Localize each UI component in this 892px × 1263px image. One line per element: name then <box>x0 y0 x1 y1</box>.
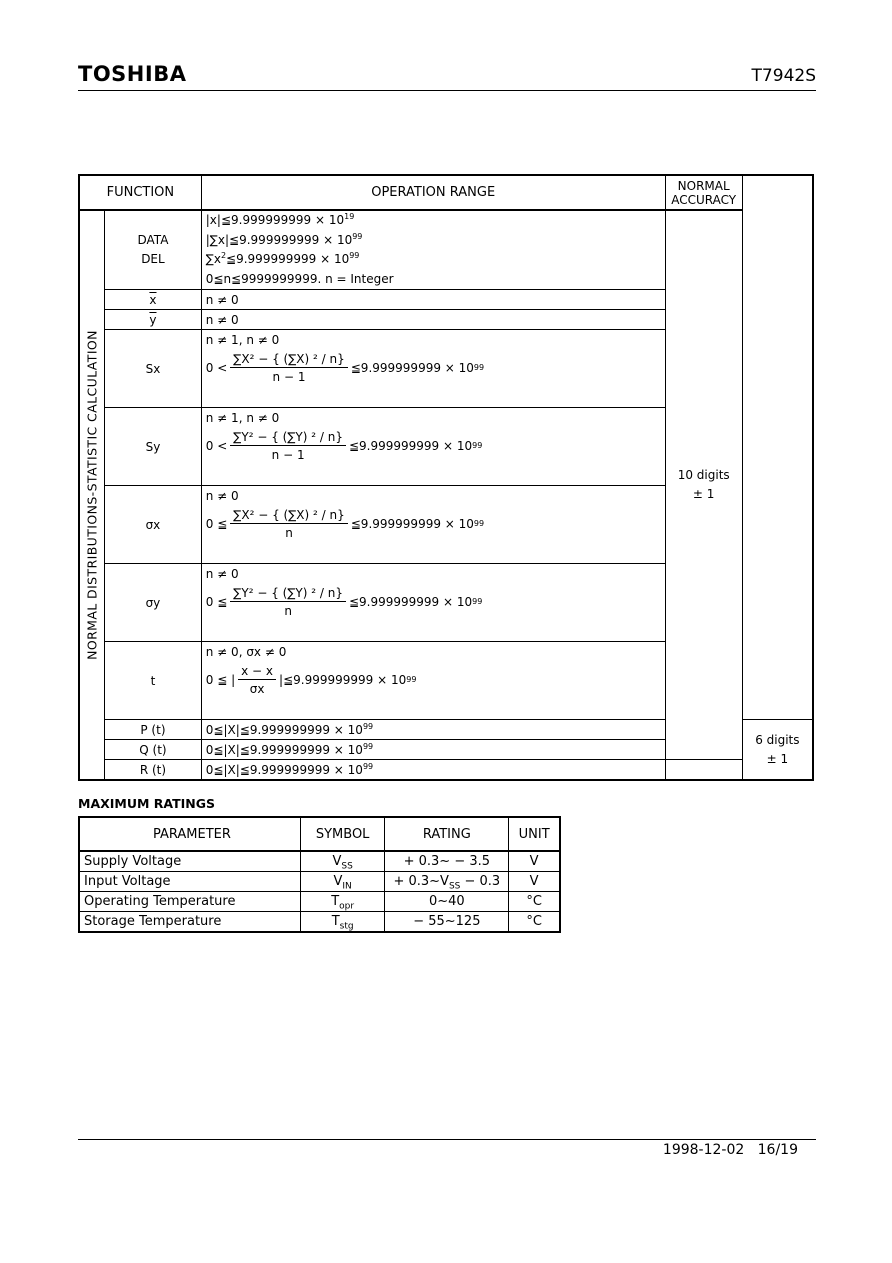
accuracy-digits: 6 digits <box>755 732 800 747</box>
accuracy-tolerance: ± 1 <box>766 751 789 766</box>
range-exp: 99 <box>362 741 374 751</box>
range-line <box>206 231 665 251</box>
range-text: ∑x <box>205 252 221 266</box>
formula-numerator: ∑X² − { (∑X) ² / n} <box>230 352 347 368</box>
range-exp: 99 <box>352 231 363 241</box>
range-formula: 0 ≦ | $\frac{x - x}{\sigma x}$ |≦9.999999999 × 10 99 <box>205 664 417 696</box>
func-t: t <box>105 642 202 720</box>
symbol-sub: stg <box>339 921 354 932</box>
range-q <box>201 740 665 760</box>
rating-sub: SS <box>448 881 461 892</box>
param-cell: Storage Temperature <box>79 912 300 933</box>
range-text: 0≦|X|≦9.999999999 × 10 <box>205 722 363 737</box>
func-q: Q (t) <box>105 740 202 760</box>
formula-fraction <box>238 664 276 696</box>
formula-fraction <box>230 430 346 462</box>
table-row-r <box>79 760 813 781</box>
func-r: R (t) <box>105 760 202 781</box>
formula-numerator: ∑Y² − { (∑Y) ² / n} <box>230 586 346 602</box>
rating-cell: + 0.3~ − 3.5 <box>385 851 509 872</box>
func-label: $\overline{x}$ <box>149 292 157 307</box>
range-exp: 2 <box>220 251 227 260</box>
header-accuracy-line2: ACCURACY <box>671 192 737 207</box>
range-condition: n ≠ 0, σx ≠ 0 <box>205 645 287 659</box>
accuracy-tolerance: ± 1 <box>692 487 715 501</box>
formula-tail: ≦9.999999999 × 10 <box>350 517 474 531</box>
range-exp: 19 <box>344 212 355 221</box>
formula-fraction <box>230 586 346 618</box>
formula-lead: 0 ≦ <box>205 517 228 531</box>
unit-cell: V <box>509 851 560 872</box>
range-condition: n ≠ 0 <box>205 567 239 581</box>
formula-lead: 0 ≦ | <box>205 673 236 687</box>
header-rating: RATING <box>385 817 509 851</box>
func-label: $\overline{y}$ <box>149 312 157 327</box>
accuracy-10-digits <box>665 210 742 760</box>
formula-numerator: ∑X² − { (∑X) ² / n} <box>230 508 347 524</box>
table-header-row <box>79 175 813 210</box>
header-operation-range: OPERATION RANGE <box>201 175 665 210</box>
func-ybar <box>105 310 202 330</box>
ratings-table <box>78 816 561 933</box>
symbol-cell <box>300 851 385 872</box>
header-parameter: PARAMETER <box>79 817 300 851</box>
formula-denominator: n − 1 <box>271 448 305 462</box>
range-text: ≦9.999999999 × 10 <box>226 252 350 266</box>
func-del: DEL <box>141 252 165 266</box>
symbol-cell <box>300 872 385 892</box>
ratings-title: MAXIMUM RATINGS <box>78 796 216 811</box>
accuracy-6-digits <box>742 720 813 781</box>
range-r <box>201 760 665 781</box>
formula-tail: ≦9.999999999 × 10 <box>348 595 473 609</box>
func-data-del <box>105 210 202 290</box>
range-formula: 0 < $\frac{\text{∑Y² − \{ (∑Y) ² / n\}}}{n - 1}$ ≦9.999999999 × 10 99 <box>205 430 483 462</box>
table-row <box>79 912 560 933</box>
param-cell: Input Voltage <box>79 872 300 892</box>
formula-denominator: n <box>285 526 293 540</box>
func-sigma-x: σx <box>105 486 202 564</box>
param-cell: Operating Temperature <box>79 892 300 912</box>
range-exp: 99 <box>349 251 360 260</box>
header-function: FUNCTION <box>79 175 201 210</box>
footer <box>663 1142 798 1158</box>
header-accuracy <box>665 175 742 210</box>
formula-denominator: σx <box>249 682 265 696</box>
range-p <box>201 720 665 740</box>
symbol-main: V <box>333 874 343 889</box>
rating-text: − 0.3 <box>460 874 501 889</box>
range-sy <box>201 408 665 486</box>
header-rule <box>78 90 816 91</box>
range-condition: n ≠ 0 <box>205 489 239 503</box>
footer-rule <box>78 1139 816 1140</box>
table-row <box>79 851 560 872</box>
range-formula: 0 < $\frac{\text{∑X² − \{ (∑X) ² / n\}}}{n - 1}$ ≦9.999999999 × 10 99 <box>205 352 485 384</box>
footer-date: 1998-12-02 <box>662 1142 745 1158</box>
range-condition: n ≠ 1, n ≠ 0 <box>205 411 280 425</box>
formula-tail: |≦9.999999999 × 10 <box>279 673 407 687</box>
ratings-header-row <box>79 817 560 851</box>
range-ybar: n ≠ 0 <box>201 310 665 330</box>
formula-denominator: n <box>284 604 292 618</box>
func-sx: Sx <box>105 330 202 408</box>
side-label: NORMAL DISTRIBUTIONS-STATISTIC CALCULATION <box>84 330 100 660</box>
range-text: 0≦|X|≦9.999999999 × 10 <box>205 742 363 757</box>
range-text: |∑x|≦9.999999999 × 10 <box>205 232 353 247</box>
formula-fraction <box>230 352 347 384</box>
table-row <box>79 892 560 912</box>
range-text: |x|≦9.999999999 × 10 <box>205 213 345 227</box>
formula-tail: ≦9.999999999 × 10 <box>350 361 474 375</box>
func-p: P (t) <box>105 720 202 740</box>
table-row-data-del <box>79 210 813 290</box>
header-accuracy-line1: NORMAL <box>677 178 730 193</box>
range-t <box>201 642 665 720</box>
formula-denominator: n − 1 <box>272 370 306 384</box>
range-sx <box>201 330 665 408</box>
range-xbar: n ≠ 0 <box>201 290 665 310</box>
symbol-sub: SS <box>341 861 353 872</box>
accuracy-digits: 10 digits <box>677 468 730 482</box>
func-data: DATA <box>137 233 169 247</box>
unit-cell: °C <box>509 912 560 933</box>
header-unit: UNIT <box>509 817 560 851</box>
range-line <box>206 250 665 270</box>
formula-numerator: ∑Y² − { (∑Y) ² / n} <box>230 430 346 446</box>
range-formula: 0 ≦ $\frac{\text{∑Y² − \{ (∑Y) ² / n\}}}{n}$ ≦9.999999999 × 10 99 <box>205 586 483 618</box>
param-cell: Supply Voltage <box>79 851 300 872</box>
side-label-cell <box>79 210 105 780</box>
part-number: T7942S <box>751 66 816 86</box>
func-xbar <box>105 290 202 310</box>
range-line: 0≦n≦9999999999. n = Integer <box>205 271 394 286</box>
rating-text: + 0.3~V <box>393 874 449 889</box>
operation-range-table <box>78 174 814 781</box>
symbol-sub: opr <box>339 901 355 912</box>
range-sigma-y <box>201 564 665 642</box>
symbol-main: V <box>332 854 342 869</box>
symbol-sub: IN <box>342 881 352 892</box>
formula-lead: 0 < <box>205 439 228 453</box>
rating-cell <box>385 872 509 892</box>
unit-cell: °C <box>509 892 560 912</box>
brand-logo: TOSHIBA <box>78 62 187 86</box>
unit-cell: V <box>509 872 560 892</box>
symbol-main: T <box>331 894 340 909</box>
symbol-cell <box>300 892 385 912</box>
header-symbol: SYMBOL <box>300 817 385 851</box>
table-row <box>79 872 560 892</box>
footer-page: 16/19 <box>757 1142 798 1158</box>
range-line <box>206 211 665 231</box>
func-sigma-y: σy <box>105 564 202 642</box>
symbol-cell <box>300 912 385 933</box>
formula-lead: 0 ≦ <box>205 595 228 609</box>
formula-tail: ≦9.999999999 × 10 <box>348 439 473 453</box>
formula-lead: 0 < <box>205 361 228 375</box>
range-exp: 99 <box>362 761 374 771</box>
rating-cell: 0~40 <box>385 892 509 912</box>
range-text: 0≦|X|≦9.999999999 × 10 <box>205 762 363 777</box>
range-formula: 0 ≦ $\frac{\text{∑X² − \{ (∑X) ² / n\}}}{n}$ ≦9.999999999 × 10 99 <box>205 508 485 540</box>
range-exp: 99 <box>362 721 374 731</box>
rating-cell: − 55~125 <box>385 912 509 933</box>
func-sy: Sy <box>105 408 202 486</box>
range-sigma-x <box>201 486 665 564</box>
range-data-del <box>201 210 665 290</box>
symbol-main: T <box>331 914 340 929</box>
formula-numerator: x − x <box>238 664 276 680</box>
formula-fraction <box>230 508 347 540</box>
range-condition: n ≠ 1, n ≠ 0 <box>205 333 280 347</box>
